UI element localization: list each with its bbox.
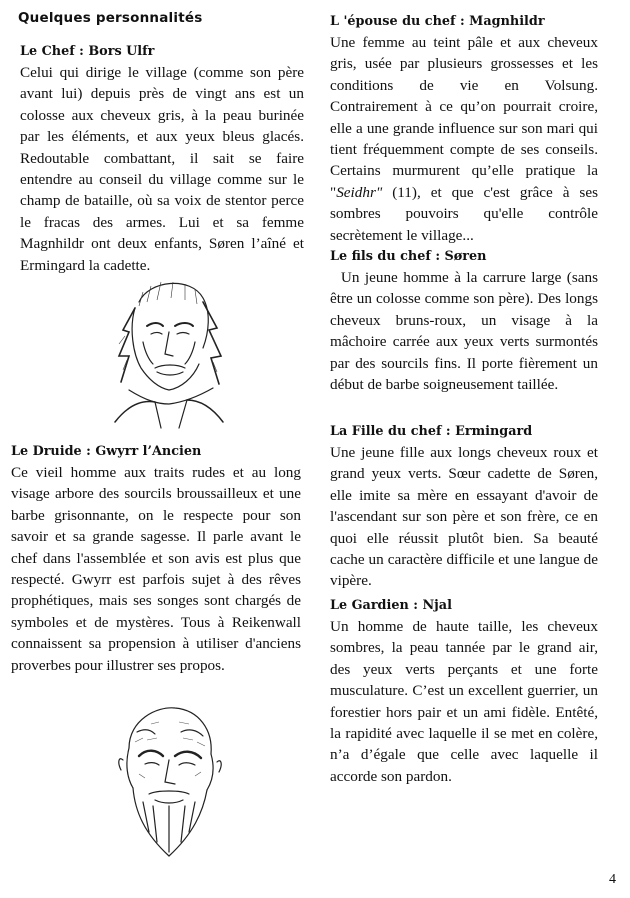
section-heading: Le fils du chef : Søren <box>330 249 487 264</box>
page-title: Quelques personnalités <box>18 10 203 26</box>
section-heading: Le Gardien : Njal <box>330 598 452 613</box>
section-chef <box>20 42 304 276</box>
section-heading: Le Chef : Bors Ulfr <box>20 44 155 59</box>
chief-portrait <box>99 272 239 430</box>
text-part: Une femme au teint pâle et aux cheveux gris, usée par plusieurs grossesses et les conditions de vie en Volsung. Contrairement à ce qu’on pourrait croire, elle a une grande influence sur son mari qui tient fréquemment compte de ses conseils. Certains murmurent qu’elle pratique la " <box>330 34 598 201</box>
section-heading: La Fille du chef : Ermingard <box>330 424 533 439</box>
section-fille <box>330 422 598 592</box>
section-text: Un jeune homme à la carrure large (sans être un colosse comme son père). Des longs cheveux bruns-roux, un visage à la mâchoire carrée aux yeux verts surmontés par des sourcils fins. Il porte fièrement un début de barbe soigneusement taillée. <box>330 269 602 394</box>
druid-portrait <box>99 702 237 864</box>
section-fils <box>330 247 602 395</box>
text-emphasis: Seidhr" <box>336 183 383 201</box>
section-text <box>330 32 598 246</box>
section-druide <box>11 442 301 676</box>
text-part: (11), et que c'est grâce à ses sombres pouvoirs qu'elle contrôle secrètement le village... <box>330 183 598 244</box>
page-number: 4 <box>609 872 616 887</box>
section-epouse <box>330 12 598 246</box>
section-text: Celui qui dirige le village (comme son père avant lui) depuis près de vingt ans est un colosse aux cheveux gris, à la peau burinée par les éléments, et aux yeux bleus glacés. Redoutable combattant, il sait se faire entendre au conseil du village comme sur le champ de bataille, où sa voix de stentor perce le fracas des armes. Lui et sa femme Magnhildr ont deux enfants, Søren l’aîné et Ermingard la cadette. <box>20 64 304 274</box>
section-heading: L 'épouse du chef : Magnhildr <box>330 14 545 29</box>
section-gardien <box>330 596 598 787</box>
section-text: Une jeune fille aux longs cheveux roux et grand yeux verts. Sœur cadette de Søren, elle imite sa mère en essayant d'avoir de l'ascendant sur son père et son frère, ce en quoi elle réussit plutôt bien. Sa beauté cache un caractère difficile et une langue de vipère. <box>330 444 598 590</box>
section-text: Ce vieil homme aux traits rudes et au long visage arbore des sourcils broussailleux et une barbe grisonnante, on le respecte pour son savoir et sa grande sagesse. Il parle avant le chef dans l'assemblée et son avis est plus que respecté. Gwyrr est parfois sujet à des rêves prophétiques, mais ses songes sont chargés de symboles et de mystères. Tous à Reikenwall connaissent sa propension à utiliser d'anciens proverbes pour illustrer ses propos. <box>11 464 301 674</box>
section-text: Un homme de haute taille, les cheveux sombres, la peau tannée par le grand air, des yeux verts perçants et une forte musculature. C’est un excellent guerrier, un forestier hors pair et un ami fidèle. Entêté, la rapidité avec laquelle il se met en colère, n’a d’égale que celle avec laquelle il accorde son pardon. <box>330 618 598 785</box>
section-heading: Le Druide : Gwyrr l’Ancien <box>11 444 202 459</box>
